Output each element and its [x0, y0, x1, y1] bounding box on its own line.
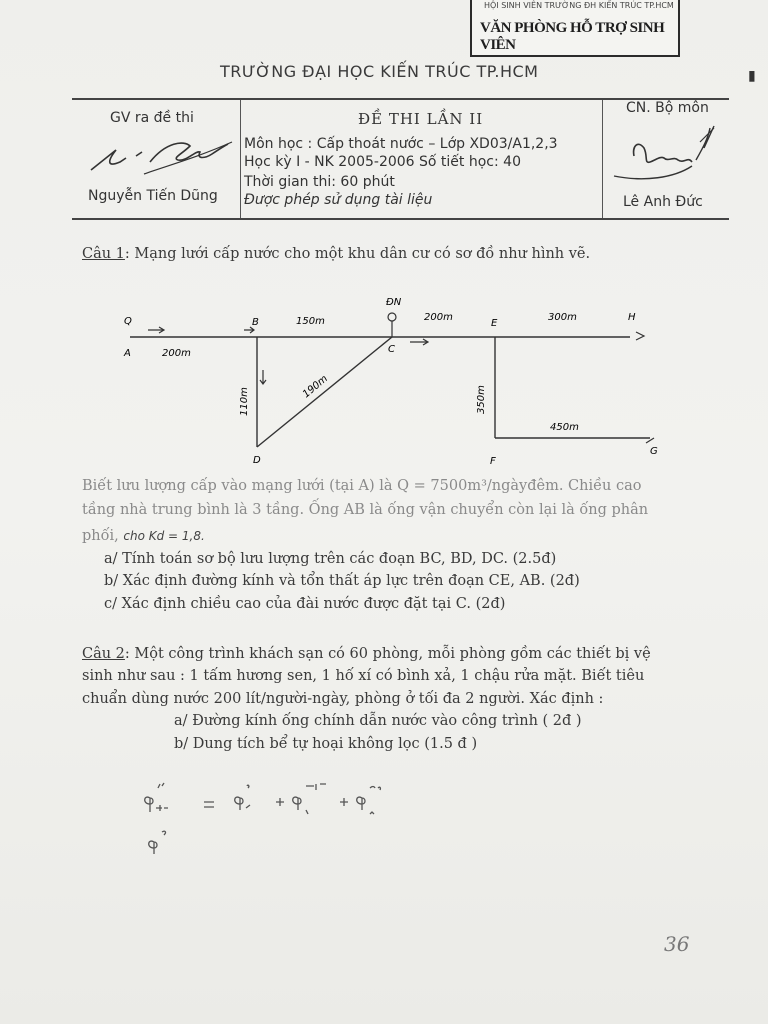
q1-stem: : Mạng lưới cấp nước cho một khu dân cư có sơ đồ như hình vẽ.	[124, 246, 591, 262]
length-label: 200m	[162, 348, 191, 359]
q2-label: Câu 2	[82, 646, 125, 662]
q1-line-3	[82, 528, 205, 544]
length-label: 450m	[550, 422, 579, 433]
q1-part-c: c/ Xác định chiều cao của đài nước được đặt tại C. (2đ)	[104, 596, 506, 612]
q1-label: Câu 1	[82, 246, 125, 262]
pipe-dc	[257, 337, 392, 447]
length-label: 150m	[296, 316, 325, 327]
header-divider-left	[240, 100, 241, 218]
exam-time: Thời gian thi: 60 phút	[244, 174, 395, 190]
flow-arrow-g	[646, 438, 654, 443]
office-stamp	[470, 0, 680, 57]
q1-heading	[82, 246, 590, 262]
header-divider-right	[602, 100, 603, 218]
stamp-main-text: VĂN PHÒNG HỖ TRỢ SINH VIÊN	[480, 20, 665, 53]
length-label: 190m	[300, 373, 331, 401]
margin-mark: ▮	[748, 68, 756, 84]
flow-arrow-ce	[410, 339, 428, 345]
node-label: H	[628, 312, 636, 323]
q1-line-3-text: phối,	[82, 528, 119, 544]
examiner-label: GV ra đề thi	[110, 110, 194, 126]
q1-kd-handwritten: cho Kd = 1,8.	[123, 529, 205, 543]
handwritten-formula-scribble	[140, 780, 430, 860]
node-label: D	[253, 455, 261, 466]
length-label: 300m	[548, 312, 577, 323]
dept-head-label: CN. Bộ môn	[626, 100, 709, 116]
q1-part-b: b/ Xác định đường kính và tổn thất áp lực trên đoạn CE, AB. (2đ)	[104, 573, 580, 589]
q1-line-1: Biết lưu lượng cấp vào mạng lưới (tại A) là Q = 7500m³/ngàyđêm. Chiều cao	[82, 478, 642, 494]
exam-term: Học kỳ I - NK 2005-2006 Số tiết học: 40	[244, 154, 521, 170]
length-label: 200m	[424, 312, 453, 323]
exam-title: ĐỀ THI LẦN II	[358, 110, 484, 128]
node-label: B	[252, 317, 259, 328]
exam-subject: Môn học : Cấp thoát nước – Lớp XD03/A1,2,3	[244, 136, 558, 152]
node-label: E	[491, 318, 498, 329]
dept-head-name: Lê Anh Đức	[623, 194, 703, 210]
q2-line-3: chuẩn dùng nước 200 lít/người-ngày, phòng ở tối đa 2 người. Xác định :	[82, 691, 604, 707]
length-label: 110m	[239, 387, 250, 416]
q2-heading	[82, 646, 651, 662]
node-label: F	[490, 456, 496, 467]
examiner-name: Nguyễn Tiến Dũng	[88, 188, 218, 204]
water-tower-icon	[388, 313, 396, 321]
exam-materials-note: Được phép sử dụng tài liệu	[244, 192, 433, 208]
flow-arrow-bd	[260, 370, 266, 384]
q2-part-b: b/ Dung tích bể tự hoại không lọc (1.5 đ )	[174, 736, 478, 752]
dept-head-signature	[604, 116, 729, 188]
flow-arrow-h	[636, 332, 644, 340]
node-label: C	[388, 344, 395, 355]
flow-arrow-ab	[148, 327, 164, 333]
q2-line-1: : Một công trình khách sạn có 60 phòng, mỗi phòng gồm các thiết bị vệ	[124, 646, 651, 662]
exam-header-table	[72, 98, 729, 220]
examiner-signature	[86, 132, 236, 182]
water-network-diagram	[110, 290, 680, 470]
node-label: A	[124, 348, 131, 359]
q1-part-a: a/ Tính toán sơ bộ lưu lượng trên các đoạn BC, BD, DC. (2.5đ)	[104, 551, 557, 567]
school-name: TRƯỜNG ĐẠI HỌC KIẾN TRÚC TP.HCM	[220, 62, 539, 81]
stamp-top-text: HỘI SINH VIÊN TRƯỜNG ĐH KIẾN TRÚC TP.HCM	[484, 1, 674, 10]
q2-part-a: a/ Đường kính ống chính dẫn nước vào công trình ( 2đ )	[174, 713, 582, 729]
length-label: 350m	[476, 385, 487, 414]
node-label: ĐN	[386, 297, 402, 308]
q2-line-2: sinh như sau : 1 tấm hương sen, 1 hố xí có bình xả, 1 chậu rửa mặt. Biết tiêu	[82, 668, 645, 684]
page-number: 36	[664, 932, 690, 956]
node-label: G	[650, 446, 658, 457]
q1-line-2: tầng nhà trung bình là 3 tầng. Ống AB là ống vận chuyển còn lại là ống phân	[82, 502, 649, 518]
node-label: Q	[124, 316, 132, 327]
